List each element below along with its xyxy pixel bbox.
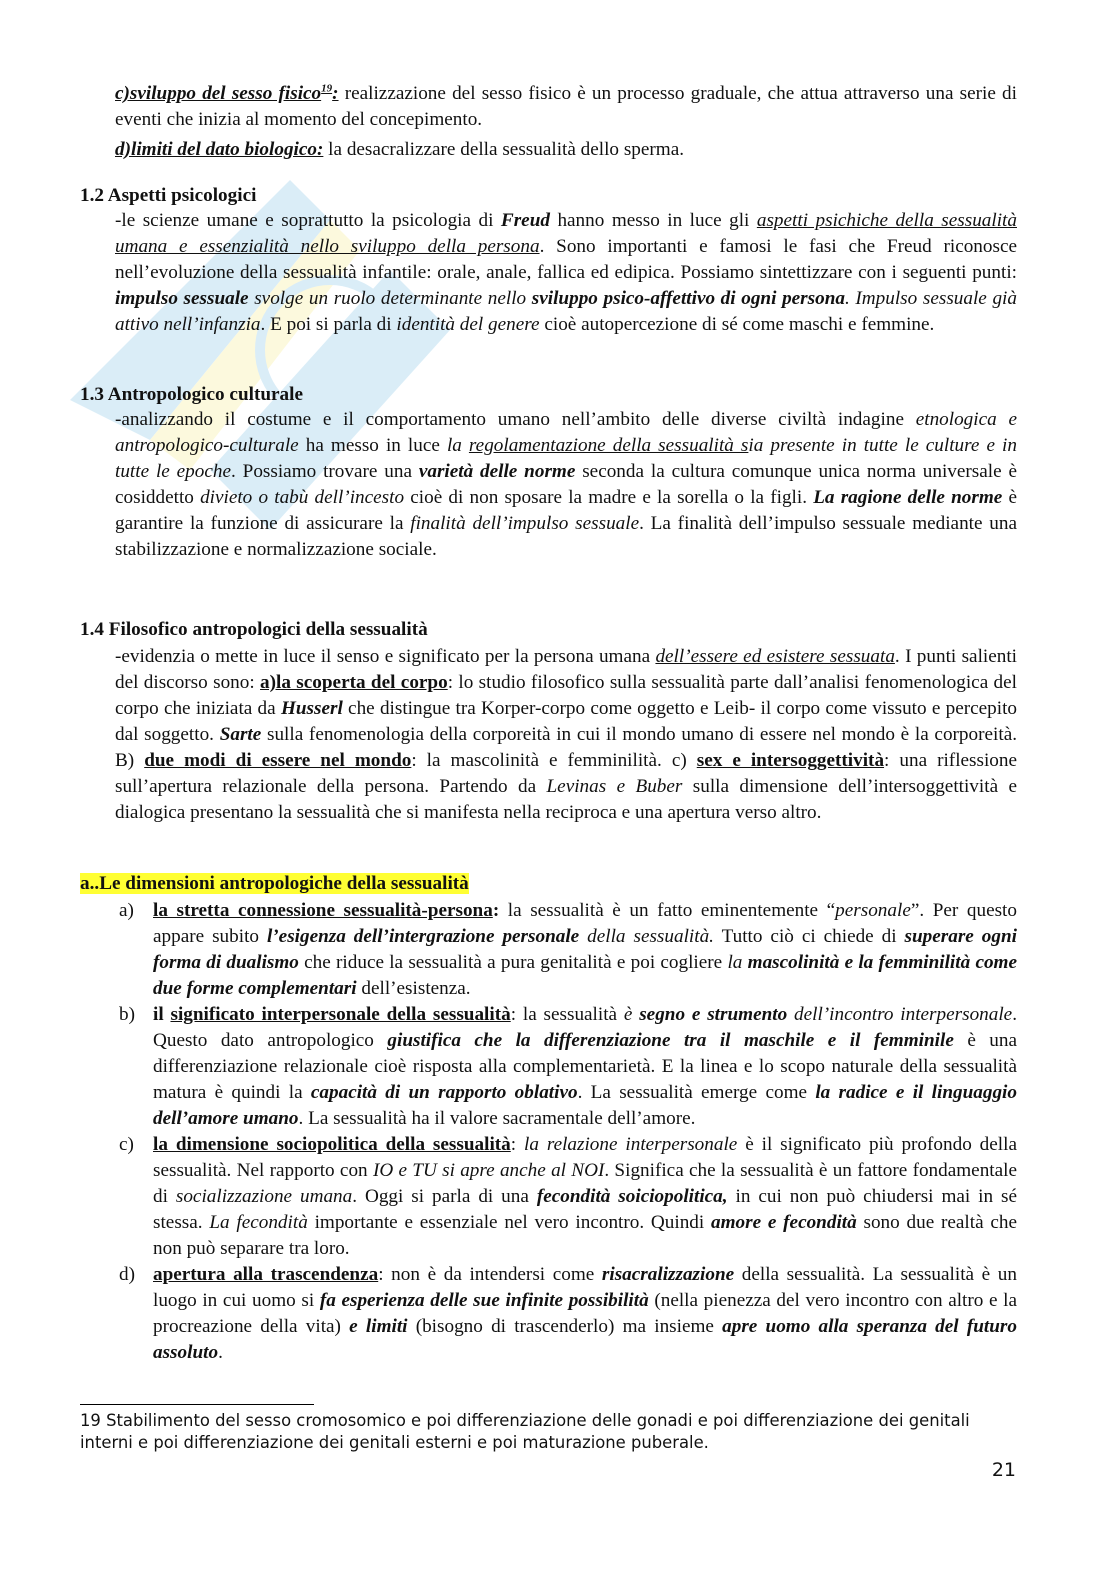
t: dell’esistenza.	[356, 978, 471, 999]
t: Levinas e Buber	[546, 776, 683, 797]
t: apertura alla trascendenza	[153, 1264, 379, 1285]
t: in cui non può chiudersi mai in sé stessa.	[153, 1186, 1017, 1233]
label-c-colon: :	[332, 83, 339, 104]
t: cioè di non sposare la madre e la sorella o la figli.	[404, 487, 814, 508]
t: dell’incontro interpersonale	[787, 1004, 1013, 1025]
t: importante e essenziale nel vero incontro. Quindi	[307, 1212, 711, 1233]
t: impulso sessuale	[115, 288, 249, 309]
t: la radice e il linguaggio dell’amore umano	[153, 1082, 1017, 1129]
footnote: 19 Stabilimento del sesso cromosomico e poi differenziazione delle gonadi e poi differenziazione dei genitali interni e poi differenziazione dei genitali esterni e poi maturazione puberale.	[80, 1411, 970, 1452]
t: a)la scoperta del corpo	[260, 672, 448, 693]
list-marker: d)	[119, 1264, 135, 1285]
t: :	[492, 900, 500, 921]
paragraph-1-4	[115, 644, 1017, 826]
paragraph-c-sviluppo	[115, 81, 1017, 133]
t: capacità di un rapporto oblativo	[310, 1082, 578, 1103]
t: significato interpersonale della sessualità	[170, 1004, 511, 1025]
list-item	[115, 1262, 1017, 1366]
t: -analizzando il costume e il comportamento umano nell’ambito delle diverse civiltà indagine	[115, 409, 916, 430]
t: : la sessualità	[510, 1004, 624, 1025]
t: che riduce la sessualità a pura genitalità e poi cogliere	[298, 952, 728, 973]
t: ha messo in luce	[298, 435, 447, 456]
t: che distingue tra Korper-corpo come oggetto e Leib- il corpo come vissuto e percepito dal soggetto.	[115, 698, 1018, 745]
t: . Impulso sessuale già attivo nell’infanzia	[115, 288, 1017, 335]
heading-1-2: 1.2 Aspetti psicologici	[80, 185, 257, 206]
t: giustifica che la differenziazione tra il maschile e il femminile	[387, 1030, 954, 1051]
text-d: la desacralizzare della sessualità dello sperma.	[323, 139, 685, 160]
list-marker: a)	[119, 900, 134, 921]
t: . La sessualità ha il valore sacramentale dell’amore.	[298, 1108, 696, 1129]
list-item	[115, 1002, 1017, 1132]
t: divieto o tabù dell’incesto	[200, 487, 405, 508]
t: (nella pienezza del vero incontro con altro e la procreazione della vita)	[153, 1290, 1018, 1337]
dimensions-list	[115, 898, 1017, 1366]
t: ”. Per questo appare subito	[153, 900, 1017, 947]
t: dell’essere ed esistere sessuata	[655, 646, 895, 667]
t: :	[510, 1134, 524, 1155]
t: è una differenziazione relazionale cioè risposta alla complementarietà. E la linea e lo scopo naturale della sessualità matura è quindi la	[153, 1030, 1018, 1103]
t: svolge un ruolo determinante nello	[248, 288, 532, 309]
t: socializzazione umana	[175, 1186, 353, 1207]
t: La fecondità	[209, 1212, 308, 1233]
t: varietà delle norme	[418, 461, 576, 482]
footnote-ref[interactable]: 19	[321, 82, 333, 95]
paragraph-d-limiti	[115, 137, 1017, 163]
t: è	[623, 1004, 640, 1025]
t: ia presente in tutte le culture e in tutte le epoche	[115, 435, 1017, 482]
text-c: realizzazione del sesso fisico è un processo graduale, che attua attraverso una serie di eventi che inizia al momento del concepimento.	[115, 83, 1017, 130]
t: la relazione interpersonale	[524, 1134, 738, 1155]
label-c: c)sviluppo del sesso fisico	[115, 83, 322, 104]
t: . Sono importanti e famosi le fasi che Freud riconosce nell’evoluzione della sessualità infantile: orale, anale, fallica ed edipica. Possiamo sintettizzare con i seguenti punti:	[115, 236, 1017, 283]
t: . Possiamo trovare una	[231, 461, 419, 482]
t: -le scienze umane e soprattutto la psicologia di	[115, 210, 501, 231]
t: due modi di essere nel mondo	[144, 750, 412, 771]
t: fa esperienza delle sue infinite possibilità	[319, 1290, 649, 1311]
t: sviluppo psico-affettivo di ogni persona	[531, 288, 845, 309]
t: identità del genere	[396, 314, 540, 335]
t: finalità dell’impulso sessuale	[410, 513, 640, 534]
t: Sarte	[219, 724, 262, 745]
heading-1-3: 1.3 Antropologico culturale	[80, 384, 303, 405]
t: superare ogni forma di dualismo	[153, 926, 1017, 973]
t: la sessualità è un fatto eminentemente “	[499, 900, 836, 921]
t: sono due realtà che non può separare tra loro.	[153, 1212, 1017, 1259]
t: etnologica e antropologico-culturale	[115, 409, 1017, 456]
t: personale	[835, 900, 911, 921]
t: . La sessualità emerge come	[577, 1082, 816, 1103]
t: Husserl	[280, 698, 343, 719]
page-number: 21	[991, 1459, 1016, 1481]
t: la	[446, 435, 469, 456]
t: la	[727, 952, 748, 973]
t: segno e strumento	[639, 1004, 788, 1025]
t: amore e fecondità	[711, 1212, 857, 1233]
t: : la mascolinità e femminilità. c)	[411, 750, 697, 771]
t: . Significa che la sessualità è un fattore fondamentale di	[153, 1160, 1017, 1207]
t: aspetti psichiche della sessualità umana e essenzialità nello sviluppo della persona	[115, 210, 1017, 257]
t: la stretta connessione sessualità-persona	[153, 900, 493, 921]
t: -evidenzia o mette in luce il senso e significato per la persona umana	[115, 646, 656, 667]
t: Freud	[500, 210, 550, 231]
t: risacralizzazione	[601, 1264, 735, 1285]
t: è garantire la funzione di assicurare la	[115, 487, 1018, 534]
t: sex e intersoggettività	[696, 750, 885, 771]
t: la dimensione sociopolitica della sessualità	[153, 1134, 511, 1155]
paragraph-1-2	[115, 208, 1017, 338]
t: IO e TU si apre anche al NOI	[372, 1160, 605, 1181]
t: hanno messo in luce gli	[549, 210, 757, 231]
heading-dimensioni	[80, 871, 469, 897]
list-marker: b)	[119, 1004, 135, 1025]
t: l’esigenza dell’intergrazione personale	[266, 926, 580, 947]
t: è il significato più profondo della sessualità. Nel rapporto con	[153, 1134, 1017, 1181]
paragraph-1-3	[115, 407, 1017, 563]
t: . Oggi si parla di una	[352, 1186, 537, 1207]
t: e limiti	[349, 1316, 408, 1337]
t: mascolinità e la femminilità come due forme complementari	[153, 952, 1017, 999]
label-d: d)limiti del dato biologico:	[115, 139, 324, 160]
list-item	[115, 1132, 1017, 1262]
heading-1-4: 1.4 Filosofico antropologici della sessualità	[80, 619, 428, 640]
t: sulla dimensione dell’intersoggettività e dialogica presentano la sessualità che si manifesta nella reciproca e una apertura verso altro.	[115, 776, 1017, 823]
list-item	[115, 898, 1017, 1002]
t: cioè autopercezione di sé come maschi e femmine.	[539, 314, 935, 335]
t: . La finalità dell’impulso sessuale mediante una stabilizzazione e normalizzazione sociale.	[115, 513, 1017, 560]
t: seconda la cultura comunque unica norma universale è cosiddetto	[115, 461, 1017, 508]
t: La ragione delle norme	[813, 487, 1003, 508]
list-marker: c)	[119, 1134, 134, 1155]
t: della sessualità. La sessualità è un luogo in cui uomo si	[153, 1264, 1017, 1311]
highlighted-heading: a..Le dimensioni antropologiche della sessualità	[80, 873, 469, 894]
t: regolamentazione della sessualità s	[468, 435, 749, 456]
t: (bisogno di trascenderlo) ma insieme	[407, 1316, 723, 1337]
t: . I punti salienti del discorso sono:	[115, 646, 1017, 693]
t: .	[218, 1342, 223, 1363]
t: : una riflessione sull’apertura relazionale della persona. Partendo da	[115, 750, 1018, 797]
t: fecondità soiciopolitica,	[536, 1186, 728, 1207]
t: sulla fenomenologia della corporeità in cui il mondo umano di essere nel mondo è la corporeità. B)	[115, 724, 1018, 771]
t: . Questo dato antropologico	[153, 1004, 1017, 1051]
t: apre uomo alla speranza del futuro assoluto	[153, 1316, 1017, 1363]
t: : non è da intendersi come	[378, 1264, 602, 1285]
t: . E poi si parla di	[260, 314, 397, 335]
t: il	[153, 1004, 171, 1025]
t: della sessualità.	[579, 926, 714, 947]
t: : lo studio filosofico sulla sessualità parte dall’analisi fenomenologica del corpo che iniziata da	[115, 672, 1017, 719]
t: Tutto ciò ci chiede di	[713, 926, 905, 947]
footnote-separator	[80, 1404, 314, 1405]
